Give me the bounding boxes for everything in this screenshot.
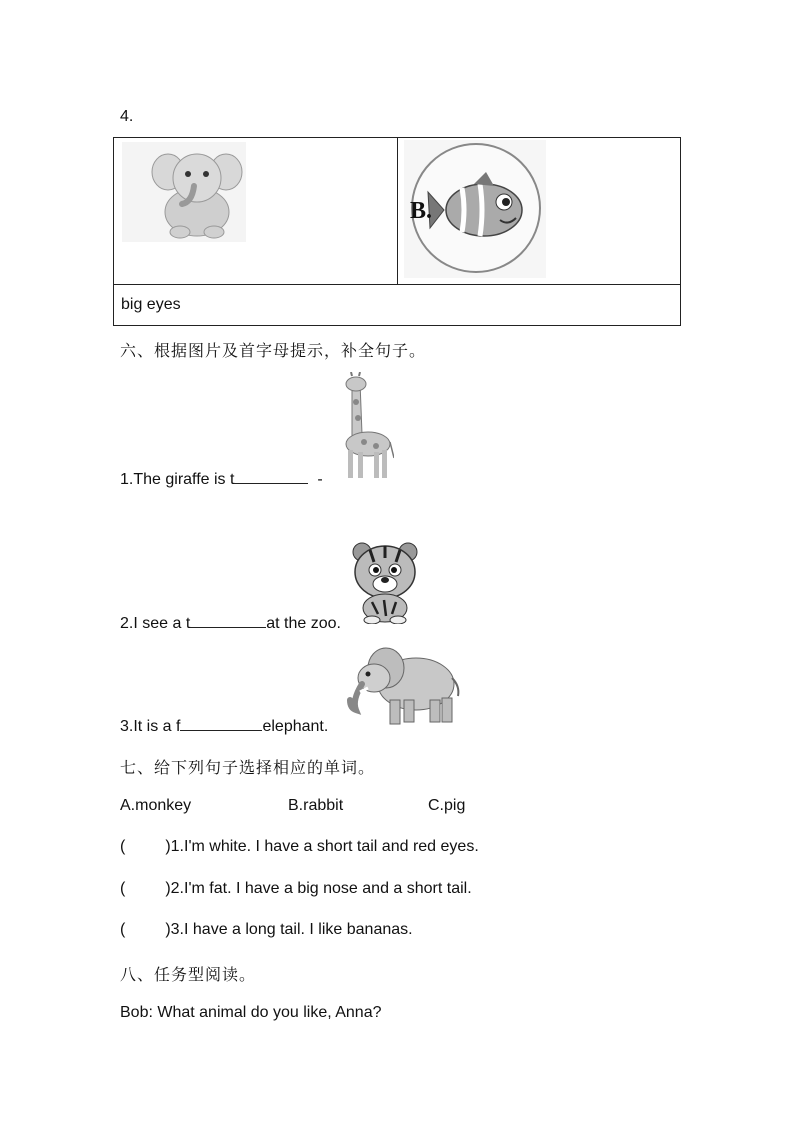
option-monkey: A.monkey — [120, 797, 192, 814]
section6-item-1: 1.The giraffe is t - — [120, 471, 323, 488]
option-pig: C.pig — [428, 797, 466, 814]
option-rabbit: B.rabbit — [288, 797, 344, 814]
section7-item-1: ( )1.I'm white. I have a short tail and red eyes. — [120, 838, 479, 855]
section6-title: 六、根据图片及首字母提示，补全句子。 — [120, 341, 427, 360]
baby-elephant-image — [122, 142, 246, 242]
question4-table — [113, 137, 681, 326]
giraffe-image — [334, 372, 394, 482]
question-number: 4. — [120, 108, 134, 125]
option-b-label: B. — [410, 198, 433, 224]
section6-item-3: 3.It is a f elephant. — [120, 718, 329, 735]
elephant-image — [346, 644, 462, 728]
dialogue-line-1: Bob: What animal do you like, Anna? — [120, 1004, 382, 1021]
question4-description: big eyes — [114, 285, 681, 326]
option-b-cell — [398, 138, 681, 285]
option-a-cell — [114, 138, 398, 285]
section7-item-2: ( )2.I'm fat. I have a big nose and a short tail. — [120, 880, 472, 897]
tiger-image — [350, 540, 420, 624]
section8-title: 八、任务型阅读。 — [120, 965, 257, 984]
answer-blank[interactable] — [180, 716, 262, 731]
section6-item-2: 2.I see a t at the zoo. — [120, 615, 341, 632]
section7-item-3: ( )3.I have a long tail. I like bananas. — [120, 921, 413, 938]
answer-blank[interactable] — [190, 613, 266, 628]
section7-title: 七、给下列句子选择相应的单词。 — [120, 758, 376, 777]
answer-blank[interactable] — [234, 469, 308, 484]
